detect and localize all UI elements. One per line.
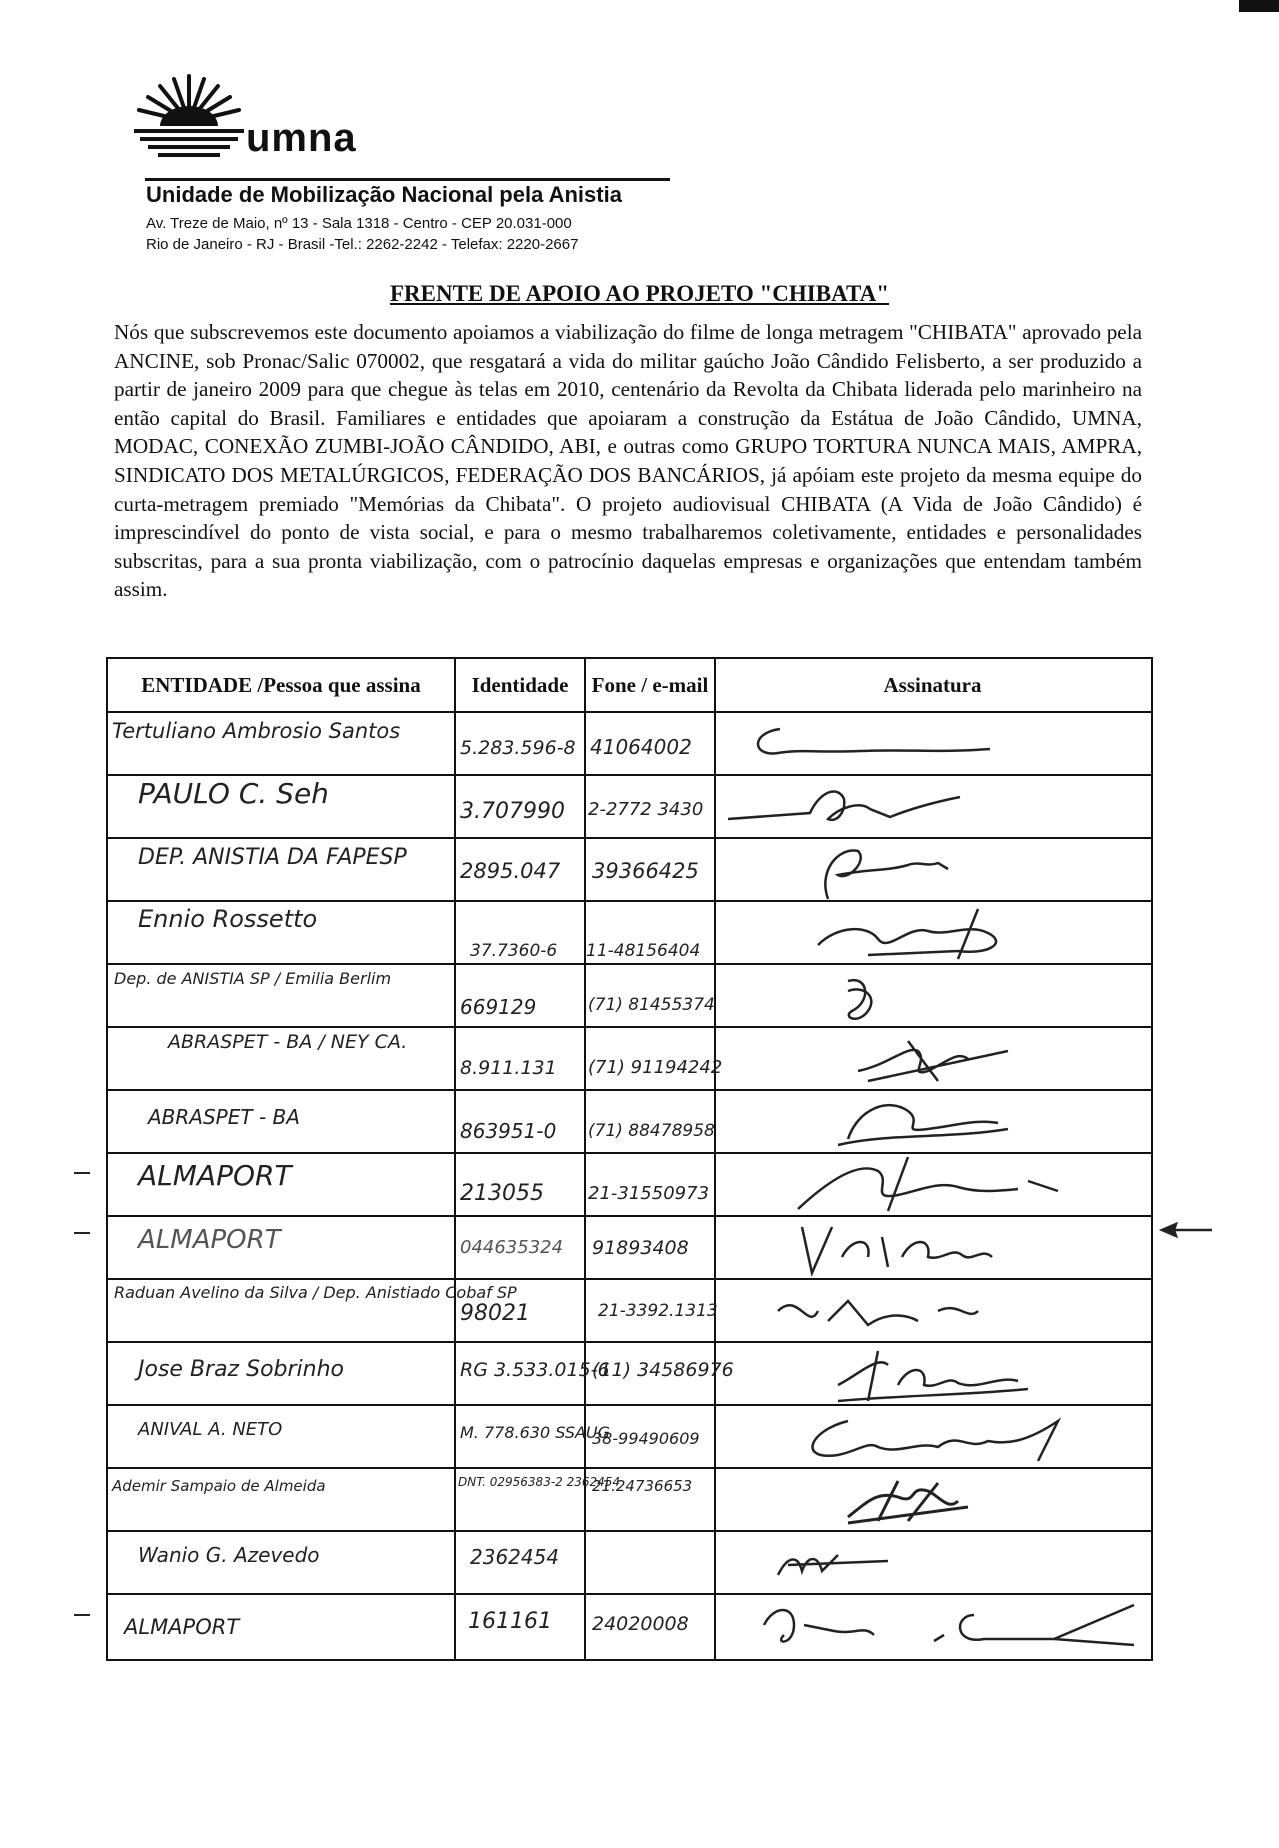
- phone-cell: 2-2772 3430: [588, 799, 704, 820]
- signature-icon: [828, 1345, 1048, 1405]
- entity-cell: ABRASPET - BA / NEY CA.: [168, 1031, 408, 1053]
- organization-address: [146, 213, 578, 255]
- document-title: FRENTE DE APOIO AO PROJETO "CHIBATA": [389, 281, 890, 306]
- signature-icon: [828, 971, 908, 1027]
- entity-cell: PAULO C. Seh: [138, 777, 329, 810]
- margin-mark: [74, 1232, 90, 1234]
- identity-cell: 213055: [460, 1181, 544, 1206]
- signature-icon: [788, 1151, 1088, 1215]
- phone-cell: (71) 88478958: [588, 1121, 715, 1141]
- document-body: Nós que subscrevemos este documento apoiamos a viabilização do filme de longa metragem "CHIBATA" aprovado pela ANCINE, sob Pronac/Salic 070002, que resgatará a vida do militar gaúcho João Cândido Felisberto, a ser produzido a partir de janeiro 2009 para que chegue às telas em 2010, centenário da Revolta da Chibata liderada pelo marinheiro na então capital do Brasil. Familiares e entidades que apoiaram a construção da Estátua de João Cândido, UMNA, MODAC, CONEXÃO ZUMBI-JOÃO CÂNDIDO, ABI, e outras como GRUPO TORTURA NUNCA MAIS, AMPRA, SINDICATO DOS METALÚRGICOS, FEDERAÇÃO DOS BANCÁRIOS, já apóiam este projeto da mesma equipe do curta-metragem premiado "Memórias da Chibata". O projeto audiovisual CHIBATA (A Vida de João Cândido) é imprescindível do ponto de vista social, e para o mesmo trabalharemos coletivamente, entidades e personalidades subscritas, para a sua pronta viabilização, com o patrocínio daquelas empresas e organizações que entendam também assim.: [114, 320, 1142, 602]
- signature-icon: [798, 841, 998, 901]
- identity-cell: 669129: [460, 995, 537, 1019]
- margin-mark: [74, 1172, 90, 1174]
- signature-icon: [754, 1595, 1144, 1657]
- row-divider: [108, 1467, 1151, 1469]
- phone-cell: (71) 81455374: [588, 995, 715, 1015]
- entity-cell: ABRASPET - BA: [148, 1105, 300, 1129]
- column-header-signature: Assinatura: [883, 672, 982, 697]
- row-divider: [108, 1530, 1151, 1532]
- column-divider: [584, 659, 586, 1659]
- entity-cell: ALMAPORT: [138, 1225, 281, 1255]
- phone-cell: 24020008: [592, 1613, 689, 1635]
- row-divider: [108, 837, 1151, 839]
- column-header-phone: Fone / e-mail: [591, 672, 709, 697]
- margin-mark: [74, 1614, 90, 1616]
- identity-cell: 37.7360-6: [470, 941, 558, 961]
- identity-cell: 2362454: [470, 1545, 560, 1569]
- entity-cell: ANIVAL A. NETO: [138, 1419, 283, 1440]
- identity-cell: 044635324: [460, 1237, 564, 1258]
- signature-icon: [808, 905, 1048, 965]
- signature-icon: [768, 1281, 988, 1341]
- signature-icon: [768, 1535, 908, 1591]
- logo-wordmark: umna: [246, 116, 357, 160]
- entity-cell: DEP. ANISTIA DA FAPESP: [138, 845, 407, 870]
- letterhead-rule: [145, 178, 670, 181]
- identity-cell: M. 778.630 SSAUG: [460, 1423, 611, 1442]
- row-divider: [108, 1026, 1151, 1028]
- signature-icon: [838, 1471, 998, 1527]
- scan-mark: [1239, 0, 1279, 12]
- phone-cell: 21-3392.1313: [598, 1301, 718, 1321]
- column-header-identity: Identidade: [471, 672, 569, 697]
- row-divider: [108, 1341, 1151, 1343]
- identity-cell: RG 3.533.015-6: [460, 1359, 610, 1381]
- phone-cell: 41064002: [590, 735, 692, 759]
- arrow-left-icon: [1158, 1222, 1214, 1238]
- identity-cell: DNT. 02956383-2 2362454: [458, 1475, 621, 1489]
- phone-cell: 39366425: [592, 859, 699, 883]
- identity-cell: 3.707990: [460, 799, 565, 824]
- entity-cell: Jose Braz Sobrinho: [138, 1357, 344, 1382]
- address-line-1: Av. Treze de Maio, nº 13 - Sala 1318 - Centro - CEP 20.031-000: [146, 215, 572, 232]
- signature-icon: [788, 1411, 1088, 1467]
- header-divider: [108, 711, 1151, 713]
- phone-cell: 21-31550973: [588, 1183, 710, 1204]
- identity-cell: 863951-0: [460, 1119, 557, 1143]
- signature-icon: [848, 1031, 1028, 1087]
- phone-cell: 21.24736653: [592, 1477, 693, 1495]
- row-divider: [108, 1278, 1151, 1280]
- entity-cell: ALMAPORT: [124, 1615, 240, 1639]
- signature-icon: [720, 779, 980, 837]
- entity-cell: Ademir Sampaio de Almeida: [112, 1477, 326, 1495]
- entity-cell: Ennio Rossetto: [138, 905, 318, 933]
- identity-cell: 161161: [468, 1609, 552, 1634]
- address-line-2: Rio de Janeiro - RJ - Brasil -Tel.: 2262-2242 - Telefax: 2220-2667: [146, 236, 579, 253]
- phone-cell: (11) 34586976: [592, 1359, 734, 1381]
- phone-cell: 91893408: [592, 1237, 689, 1259]
- phone-cell: 11-48156404: [586, 941, 701, 961]
- column-divider: [454, 659, 456, 1659]
- entity-cell: Raduan Avelino da Silva / Dep. Anistiado Cobaf SP: [114, 1283, 517, 1302]
- organization-name: Unidade de Mobilização Nacional pela Anistia: [146, 182, 622, 207]
- column-header-entity: ENTIDADE /Pessoa que assina: [141, 672, 421, 697]
- entity-cell: Tertuliano Ambrosio Santos: [112, 719, 401, 743]
- identity-cell: 8.911.131: [460, 1057, 557, 1079]
- entity-cell: Dep. de ANISTIA SP / Emilia Berlim: [114, 969, 392, 988]
- identity-cell: 5.283.596-8: [460, 737, 576, 759]
- phone-cell: (71) 91194242: [588, 1057, 723, 1078]
- signature-icon: [828, 1089, 1028, 1149]
- row-divider: [108, 774, 1151, 776]
- entity-cell: ALMAPORT: [138, 1159, 292, 1192]
- signature-icon: [792, 1217, 1012, 1277]
- column-divider: [714, 659, 716, 1659]
- signature-icon: [740, 719, 1000, 769]
- identity-cell: 98021: [460, 1301, 530, 1326]
- identity-cell: 2895.047: [460, 859, 561, 883]
- umna-sunrise-logo-icon: [130, 72, 248, 162]
- signature-table: [106, 657, 1153, 1661]
- phone-cell: 38-99490609: [592, 1429, 700, 1448]
- entity-cell: Wanio G. Azevedo: [138, 1543, 320, 1567]
